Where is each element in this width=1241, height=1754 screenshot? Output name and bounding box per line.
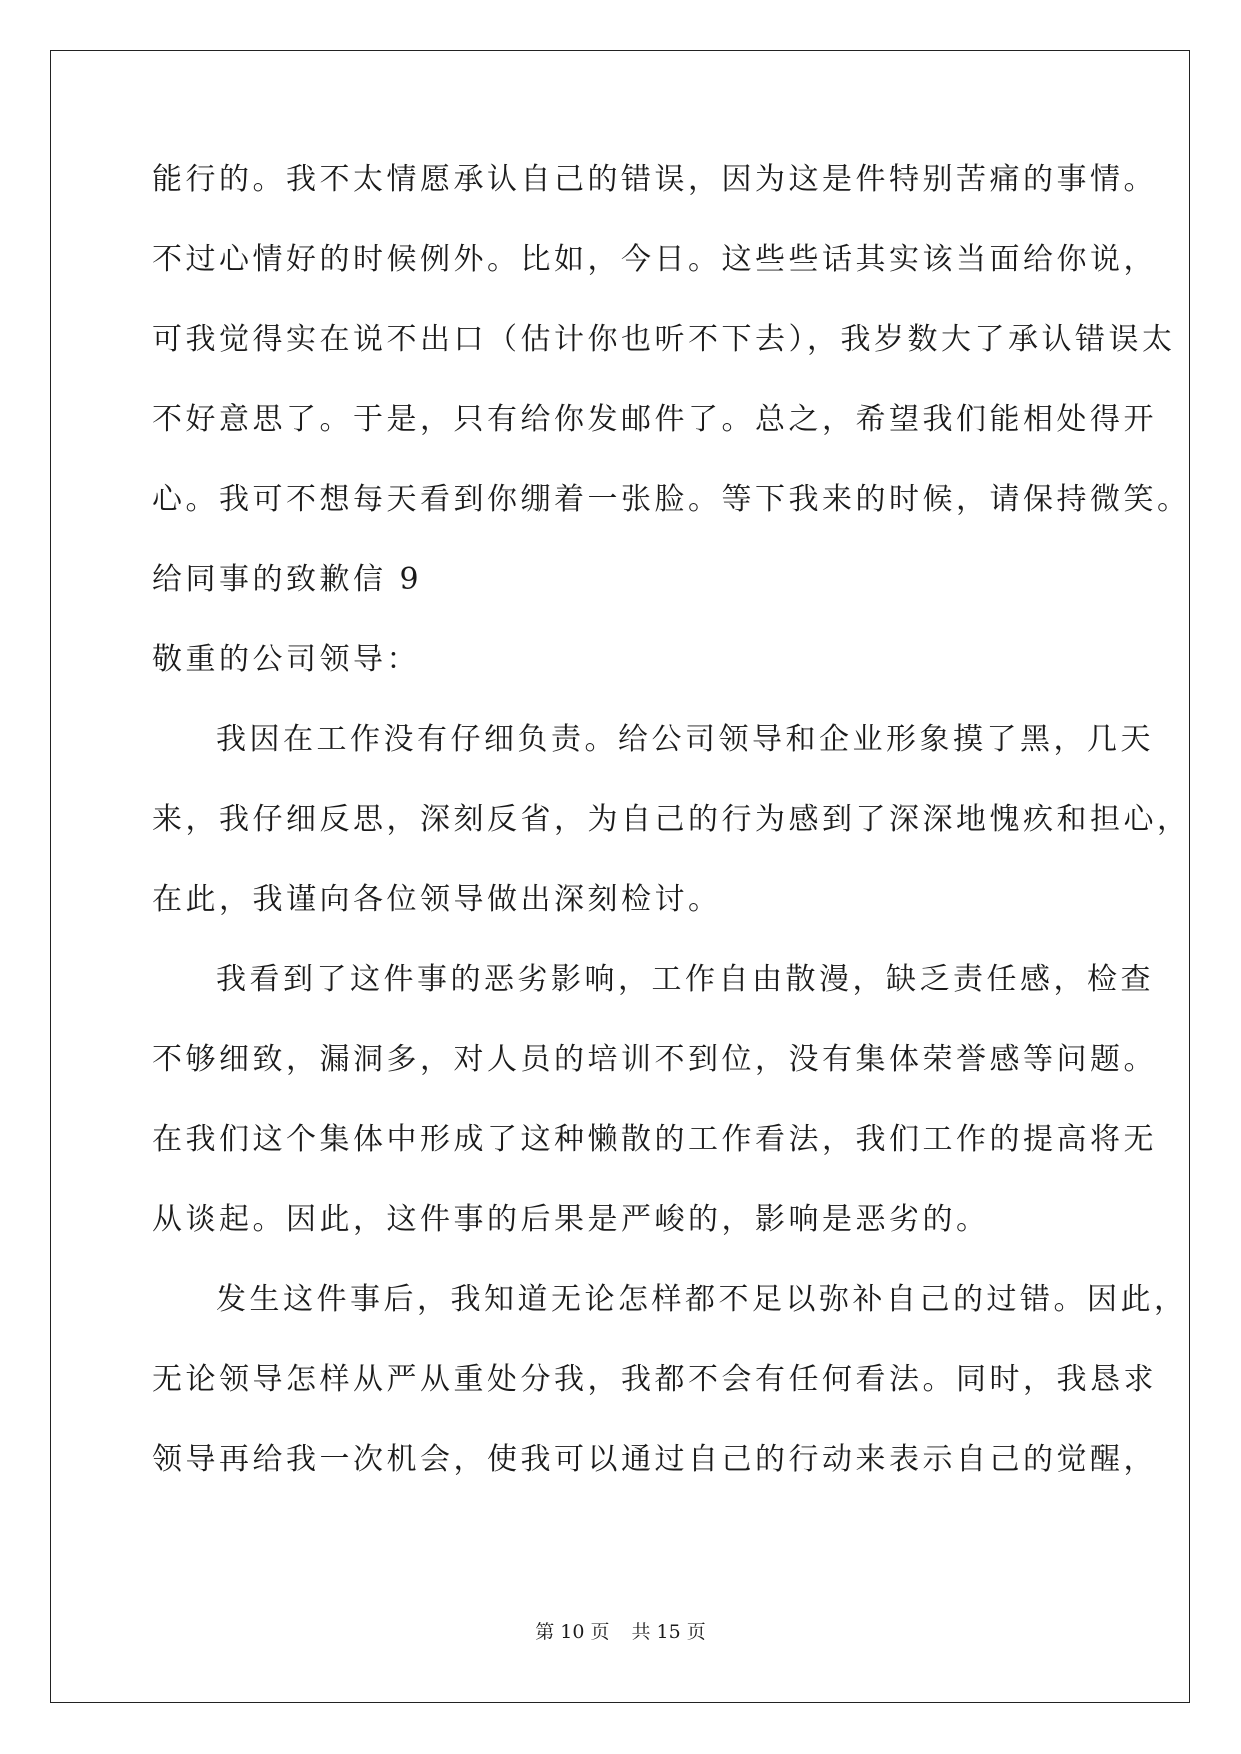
page-total: 共 15 页: [631, 1621, 706, 1643]
paragraph-first-line: 我看到了这件事的恶劣影响，工作自由散漫，缺乏责任感，检查: [216, 962, 1154, 997]
text-line: 能行的。我不太情愿承认自己的错误，因为这是件特别苦痛的事情。: [152, 162, 1157, 197]
text-line: 心。我可不想每天看到你绷着一张脸。等下我来的时候，请保持微笑。: [152, 482, 1191, 517]
page-footer: [0, 1620, 1241, 1644]
text-line: 不好意思了。于是，只有给你发邮件了。总之，希望我们能相处得开: [152, 402, 1157, 437]
text-line: 领导再给我一次机会，使我可以通过自己的行动来表示自己的觉醒，: [152, 1442, 1157, 1477]
text-line: 在我们这个集体中形成了这种懒散的工作看法，我们工作的提高将无: [152, 1122, 1157, 1157]
text-line: 不过心情好的时候例外。比如，今日。这些些话其实该当面给你说，: [152, 242, 1157, 277]
document-body: [152, 160, 1191, 1520]
paragraph-first-line: 发生这件事后，我知道无论怎样都不足以弥补自己的过错。因此，: [216, 1282, 1188, 1317]
paragraph-first-line: 我因在工作没有仔细负责。给公司领导和企业形象摸了黑，几天: [216, 722, 1154, 757]
text-line: 从谈起。因此，这件事的后果是严峻的，影响是恶劣的。: [152, 1202, 990, 1237]
text-line: 不够细致，漏洞多，对人员的培训不到位，没有集体荣誉感等问题。: [152, 1042, 1157, 1077]
text-line: 可我觉得实在说不出口（估计你也听不下去），我岁数大了承认错误太: [152, 322, 1176, 357]
page-number: 第 10 页: [535, 1621, 610, 1643]
text-line: 来，我仔细反思，深刻反省，为自己的行为感到了深深地愧疚和担心，: [152, 802, 1191, 837]
text-line: 在此，我谨向各位领导做出深刻检讨。: [152, 882, 722, 917]
salutation: 敬重的公司领导：: [152, 642, 420, 677]
text-line: 无论领导怎样从严从重处分我，我都不会有任何看法。同时，我恳求: [152, 1362, 1157, 1397]
section-heading: 给同事的致歉信 9: [152, 562, 423, 597]
